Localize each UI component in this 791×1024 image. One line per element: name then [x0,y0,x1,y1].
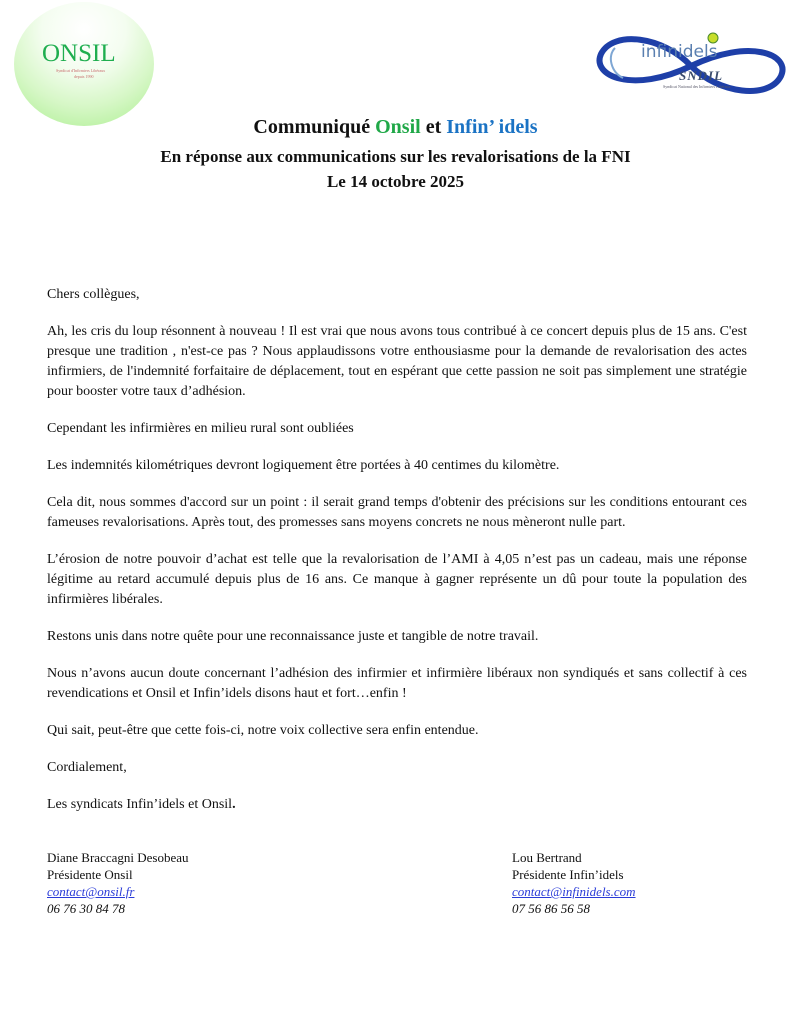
onsil-logo [14,2,154,126]
paragraph: Qui sait, peut-être que cette fois-ci, notre voix collective sera enfin entendue. [47,723,479,738]
paragraph: Les indemnités kilométriques devront logiquement être portées à 40 centimes du kilomètre. [47,458,560,473]
closing: Cordialement, [47,760,127,775]
infinidels-logo-text: infinidels [641,42,718,62]
paragraph: Nous n’avons aucun doute concernant l’adhésion des infirmier et infirmière libéraux non syndiqués et sans collectif à ces revendications et Onsil et Infin’idels disons haut et fort…enfin ! [47,666,747,701]
onsil-logo-text: ONSIL [42,40,116,67]
sndil-logo-text: SNDIL [679,68,724,83]
signoff-text: Les syndicats Infin’idels et Onsil [47,797,233,812]
page-date: Le 14 octobre 2025 [326,172,465,191]
signatory-name: Diane Braccagni Desobeau [47,850,189,865]
email-link[interactable]: contact@infinidels.com [512,884,636,899]
phone-number: 06 76 30 84 78 [47,901,125,916]
signature-onsil [47,849,189,917]
title-prefix: Communiqué [253,116,371,138]
signatory-name: Lou Bertrand [512,850,582,865]
infinity-symbol-icon [593,28,789,104]
signatory-role: Présidente Onsil [47,867,133,882]
phone-number: 07 56 86 56 58 [512,901,590,916]
title-infinidels: Infin’ idels [446,116,538,138]
signatory-role: Présidente Infin’idels [512,867,624,882]
greeting: Chers collègues, [47,287,140,302]
onsil-logo-since: depuis 1990 [74,74,94,79]
paragraph: Restons unis dans notre quête pour une reconnaissance juste et tangible de notre travail. [47,629,539,644]
paragraph: Cela dit, nous sommes d'accord sur un point : il serait grand temps d'obtenir des précisions sur les conditions entourant ces fameuses revalorisations. Après tout, des promesses sans moyens concrets ne nous mèneront nulle part. [47,495,747,530]
letter-body [47,285,747,832]
signoff-period: . [232,797,236,812]
infinidels-logo [593,28,789,104]
signoff [47,795,747,815]
signature-infinidels [512,849,636,917]
onsil-logo-subtitle: Syndicat d'Infirmiers Libéraux [56,68,106,73]
paragraph: Cependant les infirmières en milieu rural sont oubliées [47,421,354,436]
paragraph: L’érosion de notre pouvoir d’achat est telle que la revalorisation de l’AMI à 4,05 n’est pas un cadeau, mais une réponse légitime au retard accumulé depuis plus de 16 ans. Ce manque à gagner représente un dû pour toute la population des infirmières libérales. [47,552,747,607]
email-link[interactable]: contact@onsil.fr [47,884,135,899]
page-title [0,116,791,139]
infinidels-logo-tagline: Syndicat National des Infirmiers Libéraux [663,84,731,89]
title-onsil: Onsil [375,116,421,138]
paragraph: Ah, les cris du loup résonnent à nouveau ! Il est vrai que nous avons tous contribué à ce concert depuis plus de 15 ans. C'est presque une tradition , n'est-ce pas ? Nous applaudissons votre enthousiasme pour la demande de revalorisation des actes infirmiers, de l'indemnité forfaitaire de déplacement, tout en espérant que cette passion ne soit pas simplement une stratégie pour booster votre taux d’adhésion. [47,324,747,399]
page-subtitle: En réponse aux communications sur les revalorisations de la FNI [160,147,631,166]
title-and: et [425,116,442,138]
